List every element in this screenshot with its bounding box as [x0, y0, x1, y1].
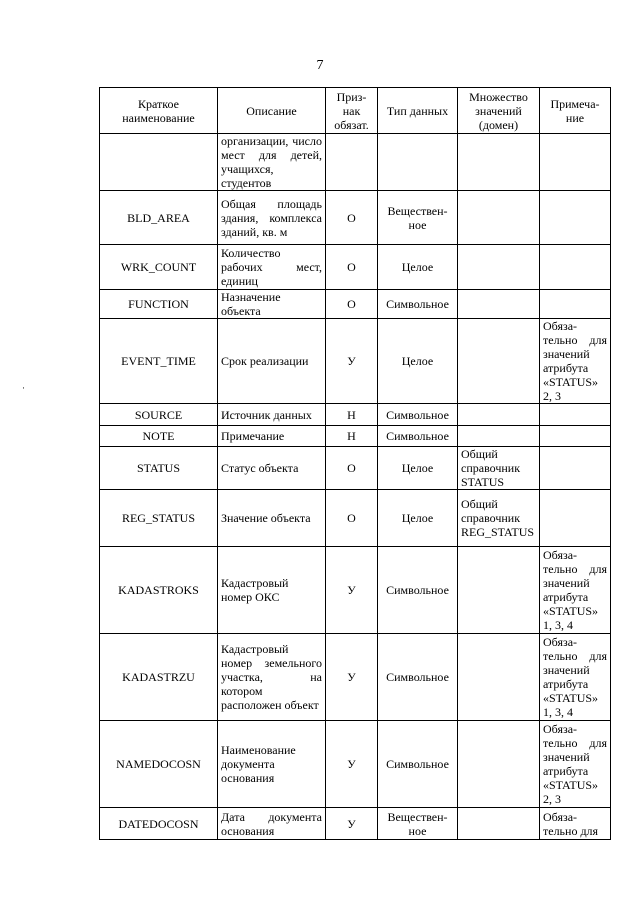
- cell-description: Значение объекта: [218, 490, 326, 547]
- cell-note: Обяза-тельно для значений атрибута «STATUS» 2, 3: [540, 319, 611, 404]
- cell-required: О: [326, 490, 378, 547]
- cell-short-name: STATUS: [100, 447, 218, 490]
- cell-required: О: [326, 245, 378, 290]
- cell-data-type: Целое: [378, 245, 458, 290]
- cell-data-type: Символьное: [378, 634, 458, 721]
- cell-domain: Общий справочник STATUS: [458, 447, 540, 490]
- cell-domain: [458, 319, 540, 404]
- cell-short-name: NAMEDOCOSN: [100, 721, 218, 808]
- header-description: Описание: [218, 88, 326, 134]
- cell-note: [540, 191, 611, 245]
- cell-note: Обяза-тельно для значений атрибута «STATUS» 1, 3, 4: [540, 547, 611, 634]
- cell-note: Обяза-тельно для: [540, 808, 611, 840]
- table-row: [100, 490, 611, 547]
- cell-note: [540, 426, 611, 447]
- cell-short-name: EVENT_TIME: [100, 319, 218, 404]
- cell-note: Обяза-тельно для значений атрибута «STATUS» 2, 3: [540, 721, 611, 808]
- cell-description: Количество рабочих мест, единиц: [218, 245, 326, 290]
- cell-data-type: Символьное: [378, 721, 458, 808]
- cell-required: У: [326, 721, 378, 808]
- table-row: [100, 290, 611, 319]
- table-row: [100, 721, 611, 808]
- cell-domain: [458, 547, 540, 634]
- cell-description: Кадастровый номер земельного участка, на котором расположен объект: [218, 634, 326, 721]
- cell-short-name: SOURCE: [100, 404, 218, 426]
- cell-short-name: KADASTRZU: [100, 634, 218, 721]
- cell-domain: [458, 721, 540, 808]
- cell-domain: [458, 634, 540, 721]
- table-row: [100, 808, 611, 840]
- cell-data-type: Целое: [378, 490, 458, 547]
- cell-short-name: KADASTROKS: [100, 547, 218, 634]
- cell-required: У: [326, 634, 378, 721]
- cell-description: Статус объекта: [218, 447, 326, 490]
- table-row: [100, 134, 611, 191]
- cell-data-type: Целое: [378, 447, 458, 490]
- cell-note: [540, 134, 611, 191]
- cell-short-name: REG_STATUS: [100, 490, 218, 547]
- cell-short-name: WRK_COUNT: [100, 245, 218, 290]
- table-row: [100, 245, 611, 290]
- cell-short-name: FUNCTION: [100, 290, 218, 319]
- cell-data-type: Веществен-ное: [378, 808, 458, 840]
- cell-note: Обяза-тельно для значений атрибута «STATUS» 1, 3, 4: [540, 634, 611, 721]
- cell-short-name: DATEDOCOSN: [100, 808, 218, 840]
- cell-required: У: [326, 808, 378, 840]
- table-row: [100, 634, 611, 721]
- cell-required: [326, 134, 378, 191]
- cell-description: Назначение объекта: [218, 290, 326, 319]
- cell-data-type: Символьное: [378, 547, 458, 634]
- table-header-row: [100, 88, 611, 134]
- cell-description: Общая площадь здания, комплекса зданий, кв. м: [218, 191, 326, 245]
- table-row: [100, 426, 611, 447]
- cell-required: О: [326, 290, 378, 319]
- table-row: [100, 191, 611, 245]
- cell-data-type: Символьное: [378, 290, 458, 319]
- header-required: Приз-нак обязат.: [326, 88, 378, 134]
- cell-domain: [458, 134, 540, 191]
- header-domain: Множество значений (домен): [458, 88, 540, 134]
- cell-required: У: [326, 547, 378, 634]
- cell-description: Наименование документа основания: [218, 721, 326, 808]
- cell-description: Примечание: [218, 426, 326, 447]
- cell-data-type: Символьное: [378, 426, 458, 447]
- cell-required: У: [326, 319, 378, 404]
- header-short-name: Краткое наименование: [100, 88, 218, 134]
- cell-domain: [458, 426, 540, 447]
- cell-required: О: [326, 191, 378, 245]
- cell-domain: [458, 808, 540, 840]
- cell-required: Н: [326, 404, 378, 426]
- attribute-table: [99, 87, 611, 840]
- cell-note: [540, 404, 611, 426]
- cell-data-type: [378, 134, 458, 191]
- cell-short-name: NOTE: [100, 426, 218, 447]
- table-row: [100, 319, 611, 404]
- cell-note: [540, 245, 611, 290]
- cell-note: [540, 490, 611, 547]
- table-row: [100, 547, 611, 634]
- header-data-type: Тип данных: [378, 88, 458, 134]
- cell-description: Срок реализации: [218, 319, 326, 404]
- cell-description: организации, число мест для детей, учащихся, студентов: [218, 134, 326, 191]
- cell-description: Источник данных: [218, 404, 326, 426]
- scan-mark: ·: [22, 383, 25, 393]
- cell-domain: Общий справочник REG_STATUS: [458, 490, 540, 547]
- cell-short-name: BLD_AREA: [100, 191, 218, 245]
- cell-data-type: Символьное: [378, 404, 458, 426]
- page-number: 7: [316, 58, 324, 73]
- cell-description: Дата документа основания: [218, 808, 326, 840]
- cell-domain: [458, 290, 540, 319]
- cell-description: Кадастровый номер ОКС: [218, 547, 326, 634]
- cell-note: [540, 290, 611, 319]
- cell-note: [540, 447, 611, 490]
- cell-domain: [458, 191, 540, 245]
- header-note: Примеча-ние: [540, 88, 611, 134]
- cell-required: О: [326, 447, 378, 490]
- table-row: [100, 447, 611, 490]
- cell-data-type: Веществен-ное: [378, 191, 458, 245]
- cell-domain: [458, 245, 540, 290]
- cell-short-name: [100, 134, 218, 191]
- table-row: [100, 404, 611, 426]
- cell-data-type: Целое: [378, 319, 458, 404]
- cell-required: Н: [326, 426, 378, 447]
- cell-domain: [458, 404, 540, 426]
